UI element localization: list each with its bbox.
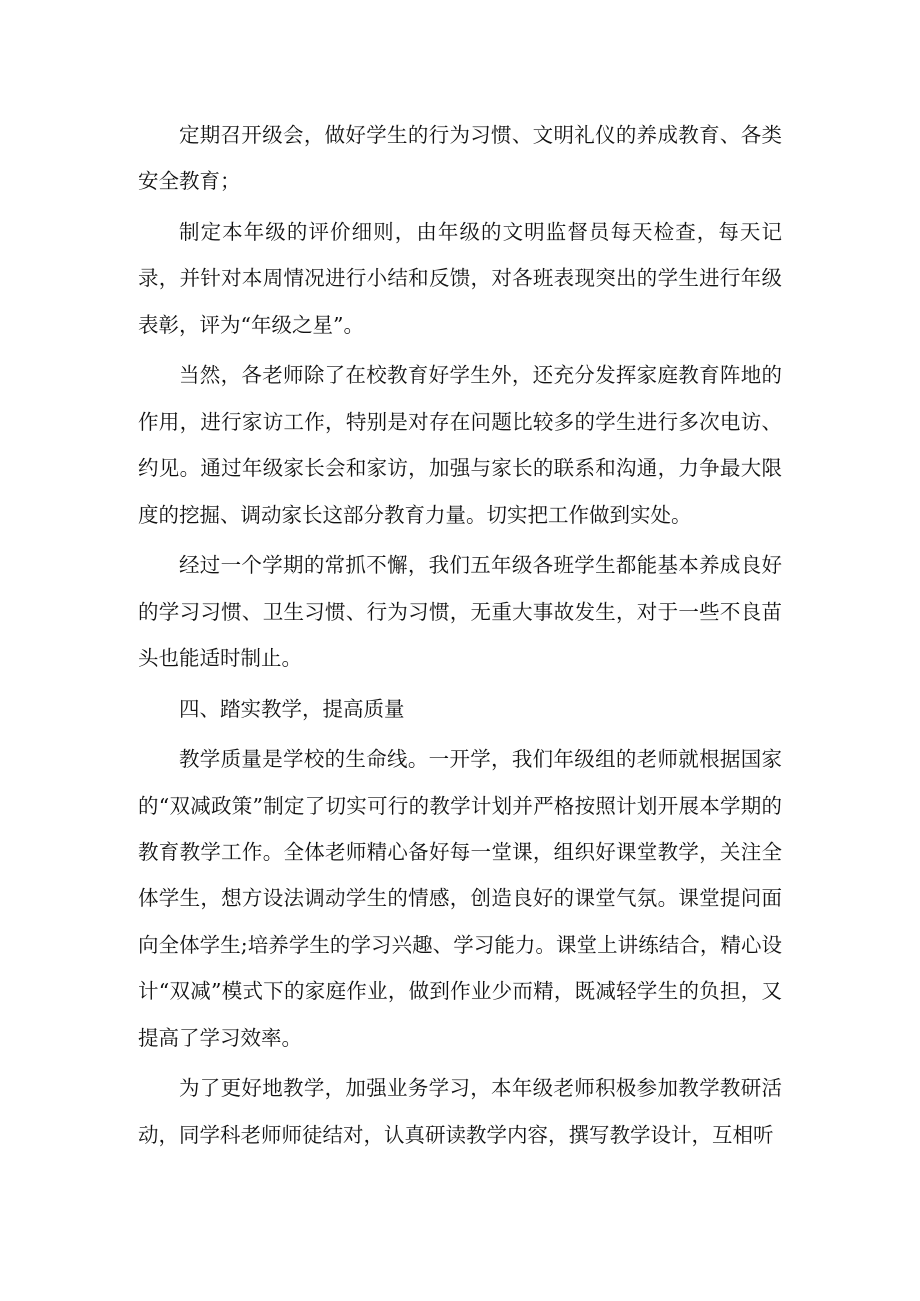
paragraph-class-meetings: 定期召开级会，做好学生的行为习惯、文明礼仪的养成教育、各类安全教育； (138, 123, 782, 194)
section-heading: 四、踏实教学，提高质量 (179, 696, 405, 721)
paragraph-home-visits: 当然，各老师除了在校教育好学生外，还充分发挥家庭教育阵地的作用，进行家访工作，特别是对存在问题比较多的学生进行多次电访、约见。通过年级家长会和家访，加强与家长的联系和沟通，力争最大限度的挖掘、调动家长这部分教育力量。切实把工作做到实处。 (138, 363, 782, 527)
paragraph-teaching-quality: 教学质量是学校的生命线。一开学，我们年级组的老师就根据国家的“双减政策”制定了切实可行的教学计划并严格按照计划开展本学期的教育教学工作。全体老师精心备好每一堂课，组织好课堂教学，关注全体学生，想方设法调动学生的情感，创造良好的课堂气氛。课堂提问面向全体学生;培养学生的学习兴趣、学习能力。课堂上讲练结合，精心设计“双减”模式下的家庭作业，做到作业少而精，既减轻学生的负担，又提高了学习效率。 (138, 747, 782, 1050)
paragraph-semester-results: 经过一个学期的常抓不懈，我们五年级各班学生都能基本养成良好的学习习惯、卫生习惯、行为习惯，无重大事故发生，对于一些不良苗头也能适时制止。 (138, 553, 782, 671)
document-body (138, 112, 782, 1162)
paragraph-professional-study: 为了更好地教学，加强业务学习，本年级老师积极参加教学教研活动，同学科老师师徒结对，认真研读教学内容，撰写教学设计，互相听 (138, 1076, 782, 1147)
paragraph-evaluation-rules: 制定本年级的评价细则，由年级的文明监督员每天检查，每天记录，并针对本周情况进行小结和反馈，对各班表现突出的学生进行年级表彰，评为“年级之星”。 (138, 220, 782, 337)
